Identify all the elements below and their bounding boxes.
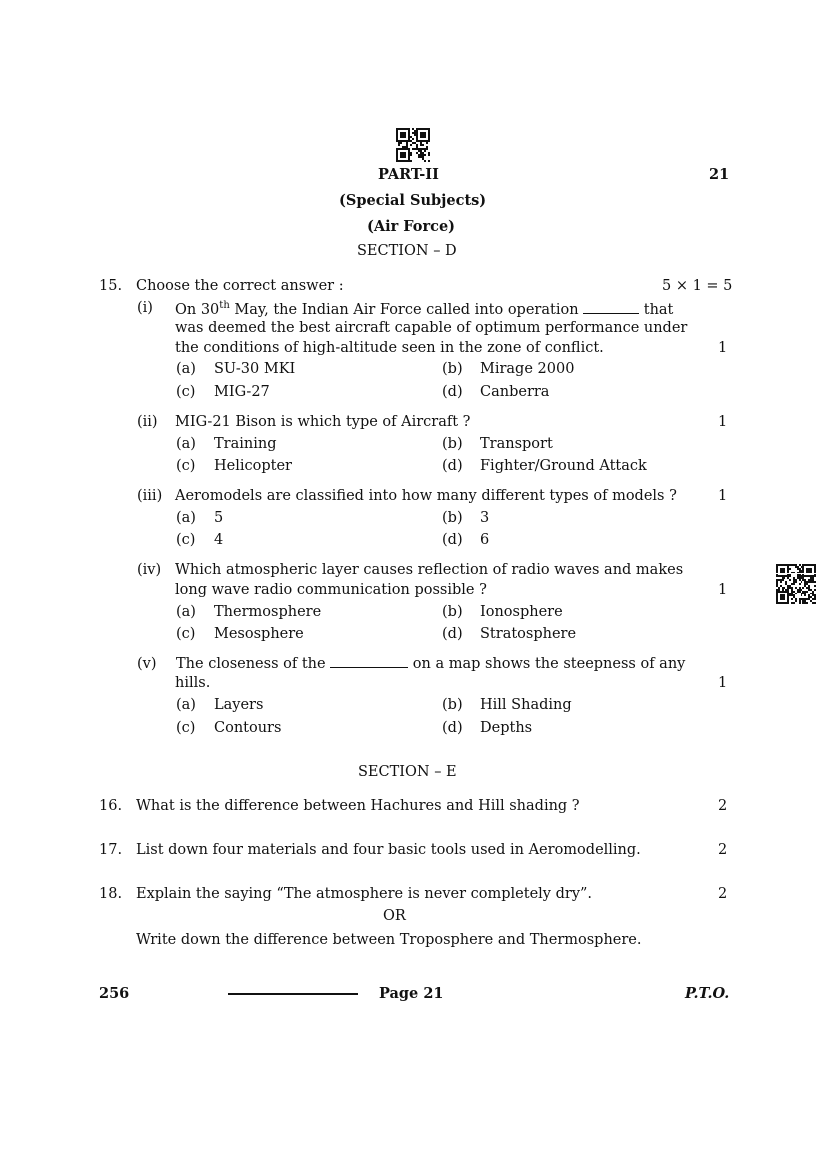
q15-i-option-c-label: (c) <box>176 384 196 400</box>
q15-v-option-d: Depths <box>480 720 533 736</box>
answer-blank <box>330 667 408 668</box>
q15-i-option-a: SU-30 MKI <box>214 361 296 377</box>
q17-number: 17. <box>99 842 123 858</box>
q15-iv-option-d: Stratosphere <box>480 626 577 642</box>
q15-i-option-c: MIG-27 <box>214 384 270 400</box>
q15-v-marks: 1 <box>718 675 728 691</box>
footer-rule <box>228 993 358 995</box>
q17-text: List down four materials and four basic tools used in Aeromodelling. <box>136 842 641 858</box>
section-e-heading: SECTION – E <box>358 764 457 780</box>
q15-marks: 5 × 1 = 5 <box>662 278 733 294</box>
q15-v-option-c: Contours <box>214 720 282 736</box>
subject-heading: (Air Force) <box>367 218 456 235</box>
q15-v-roman: (v) <box>137 656 157 672</box>
q15-iv-roman: (iv) <box>137 562 162 578</box>
page-code: 21 <box>709 166 730 183</box>
q15-iii-option-a-label: (a) <box>176 510 196 526</box>
q15-v-line-2: hills. <box>175 675 211 691</box>
q15-iii-marks: 1 <box>718 488 728 504</box>
q15-v-option-c-label: (c) <box>176 720 196 736</box>
q15-v-line-1: The closeness of the on a map shows the steepness of any <box>176 656 686 672</box>
q15-ii-option-d-label: (d) <box>442 458 463 474</box>
q15-iii-option-b-label: (b) <box>442 510 463 526</box>
q15-v-option-b: Hill Shading <box>480 697 572 713</box>
q15-ii-option-b-label: (b) <box>442 436 463 452</box>
q15-iv-option-c: Mesosphere <box>214 626 304 642</box>
answer-blank <box>583 313 639 314</box>
q15-iv-option-a: Thermosphere <box>214 604 322 620</box>
q15-ii-line-1: MIG-21 Bison is which type of Aircraft ? <box>175 414 471 430</box>
q15-ii-roman: (ii) <box>137 414 158 430</box>
q15-iii-option-d: 6 <box>480 532 490 548</box>
special-subjects-heading: (Special Subjects) <box>339 192 487 209</box>
q15-iv-option-a-label: (a) <box>176 604 196 620</box>
footer-page-number: Page 21 <box>379 985 444 1002</box>
footer-code: 256 <box>99 985 130 1002</box>
q15-iii-line-1: Aeromodels are classified into how many different types of models ? <box>175 488 677 504</box>
q15-i-option-a-label: (a) <box>176 361 196 377</box>
q15-iii-option-b: 3 <box>480 510 490 526</box>
q15-iv-option-c-label: (c) <box>176 626 196 642</box>
q15-v-option-a-label: (a) <box>176 697 196 713</box>
side-qr-code <box>776 564 816 604</box>
q16-marks: 2 <box>718 798 728 814</box>
q16-number: 16. <box>99 798 123 814</box>
q15-iv-marks: 1 <box>718 582 728 598</box>
footer-pto: P.T.O. <box>685 985 730 1002</box>
q15-i-roman: (i) <box>137 300 153 316</box>
q15-ii-option-c: Helicopter <box>214 458 292 474</box>
q15-v-option-a: Layers <box>214 697 264 713</box>
q15-i-option-b: Mirage 2000 <box>480 361 575 377</box>
q15-i-line-3: the conditions of high-altitude seen in the zone of conflict. <box>175 340 604 356</box>
q18-number: 18. <box>99 886 123 902</box>
q15-ii-marks: 1 <box>718 414 728 430</box>
q15-iv-option-b: Ionosphere <box>480 604 563 620</box>
q15-number: 15. <box>99 278 123 294</box>
q18-alternative: Write down the difference between Troposphere and Thermosphere. <box>136 932 642 948</box>
part-heading: PART-II <box>378 166 439 183</box>
q15-ii-option-a: Training <box>214 436 277 452</box>
q15-ii-option-c-label: (c) <box>176 458 196 474</box>
q16-text: What is the difference between Hachures and Hill shading ? <box>136 798 580 814</box>
top-qr-code <box>396 128 430 162</box>
q15-ii-option-b: Transport <box>480 436 553 452</box>
q18-marks: 2 <box>718 886 728 902</box>
q15-iii-option-a: 5 <box>214 510 224 526</box>
q15-iv-line-2: long wave radio communication possible ? <box>175 582 487 598</box>
q15-i-option-b-label: (b) <box>442 361 463 377</box>
q15-iii-option-c-label: (c) <box>176 532 196 548</box>
q15-iv-option-b-label: (b) <box>442 604 463 620</box>
q15-iii-option-d-label: (d) <box>442 532 463 548</box>
q15-i-option-d: Canberra <box>480 384 550 400</box>
q15-instruction: Choose the correct answer : <box>136 278 344 294</box>
q18-text: Explain the saying “The atmosphere is never completely dry”. <box>136 886 593 902</box>
q15-iii-roman: (iii) <box>137 488 163 504</box>
q15-i-line-1: On 30th May, the Indian Air Force called into operation that <box>175 300 674 318</box>
section-d-heading: SECTION – D <box>357 243 457 259</box>
q15-iv-line-1: Which atmospheric layer causes reflection of radio waves and makes <box>175 562 684 578</box>
q17-marks: 2 <box>718 842 728 858</box>
q18-or: OR <box>383 908 406 924</box>
q15-ii-option-a-label: (a) <box>176 436 196 452</box>
q15-iii-option-c: 4 <box>214 532 224 548</box>
q15-i-option-d-label: (d) <box>442 384 463 400</box>
q15-v-option-b-label: (b) <box>442 697 463 713</box>
q15-i-line-2: was deemed the best aircraft capable of optimum performance under <box>175 320 688 336</box>
q15-ii-option-d: Fighter/Ground Attack <box>480 458 647 474</box>
q15-i-marks: 1 <box>718 340 728 356</box>
q15-v-option-d-label: (d) <box>442 720 463 736</box>
q15-iv-option-d-label: (d) <box>442 626 463 642</box>
